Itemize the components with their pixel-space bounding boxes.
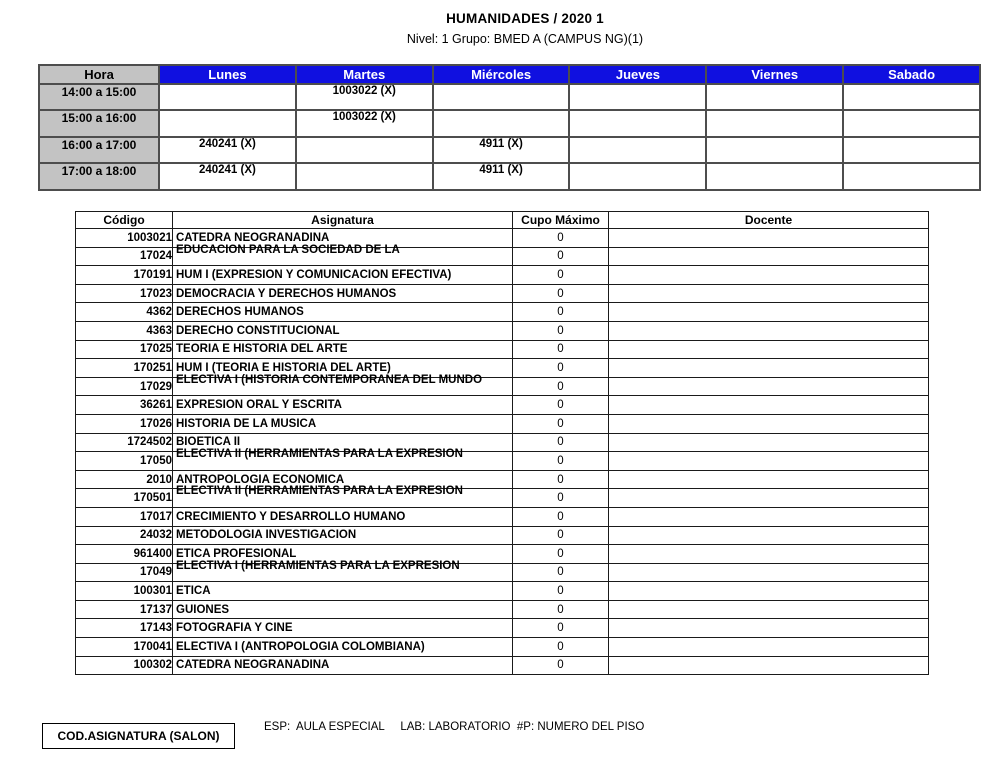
course-asignatura-text: HISTORIA DE LA MÚSICA	[176, 417, 317, 430]
course-codigo: 17025	[76, 340, 173, 359]
course-asignatura	[173, 373, 513, 396]
legend-text: ESP: AULA ESPECIAL LAB: LABORATORIO #P: NUMERO DEL PISO	[264, 721, 645, 733]
table-row	[76, 414, 929, 433]
course-docente	[609, 656, 929, 675]
course-asignatura-text: BIOETICA II	[176, 436, 241, 449]
course-asignatura	[173, 340, 513, 359]
schedule-class-cell	[159, 84, 296, 110]
course-asignatura-text: HUM I (TEORÍA E HISTORIA DEL ARTE)	[176, 361, 391, 374]
courses-header-2: Cupo Máximo	[513, 212, 609, 229]
course-asignatura-text: CATEDRA NEOGRANADINA	[176, 659, 330, 672]
course-cupo-maximo: 0	[513, 452, 609, 471]
course-cupo-maximo: 0	[513, 545, 609, 564]
course-docente	[609, 396, 929, 415]
course-codigo: 4362	[76, 303, 173, 322]
course-cupo-maximo: 0	[513, 507, 609, 526]
course-cupo-maximo: 0	[513, 266, 609, 285]
course-docente	[609, 619, 929, 638]
table-row	[76, 582, 929, 601]
course-codigo: 17049	[76, 563, 173, 582]
course-asignatura	[173, 321, 513, 340]
schedule-header-day: Martes	[296, 65, 433, 84]
course-cupo-maximo: 0	[513, 489, 609, 508]
course-asignatura	[173, 414, 513, 433]
course-docente	[609, 321, 929, 340]
course-asignatura-text: CATEDRA NEOGRANADINA	[176, 231, 330, 244]
course-asignatura	[173, 507, 513, 526]
course-asignatura-text: ELECTIVA I (HISTORIA CONTEMPORÁNEA DEL MUNDO	[176, 373, 483, 386]
course-asignatura-text: EDUCACIÓN PARA LA SOCIEDAD DE LA	[176, 243, 400, 256]
course-cupo-maximo: 0	[513, 414, 609, 433]
course-docente	[609, 284, 929, 303]
course-cupo-maximo: 0	[513, 526, 609, 545]
course-cupo-maximo: 0	[513, 433, 609, 452]
course-docente	[609, 414, 929, 433]
course-codigo: 170191	[76, 266, 173, 285]
course-asignatura	[173, 485, 513, 508]
course-asignatura-text: METODOLOGIA INVESTIGACION	[176, 529, 357, 542]
course-codigo: 170501	[76, 489, 173, 508]
schedule-class-cell: 1003022 (X)	[296, 84, 433, 110]
schedule-class-cell	[706, 137, 843, 163]
course-asignatura	[173, 243, 513, 266]
schedule-header-day: Sabado	[843, 65, 980, 84]
schedule-class-cell	[843, 137, 980, 163]
course-asignatura-text: DERECHO CONSTITUCIONAL	[176, 324, 340, 337]
schedule-class-cell: 240241 (X)	[159, 137, 296, 163]
schedule-class-cell	[843, 84, 980, 110]
schedule-row	[39, 110, 980, 136]
course-asignatura-text: ETICA PROFESIONAL	[176, 547, 297, 560]
course-cupo-maximo: 0	[513, 247, 609, 266]
course-asignatura	[173, 284, 513, 303]
page-subtitle: Nivel: 1 Grupo: BMED A (CAMPUS NG)(1)	[406, 32, 644, 46]
table-row	[76, 526, 929, 545]
schedule-header-day: Jueves	[569, 65, 706, 84]
schedule-row	[39, 84, 980, 110]
course-asignatura	[173, 266, 513, 285]
page-title: HUMANIDADES / 2020 1	[446, 11, 604, 26]
course-asignatura-text: DERECHOS HUMANOS	[176, 306, 304, 319]
courses-table	[75, 211, 929, 675]
course-asignatura	[173, 526, 513, 545]
course-cupo-maximo: 0	[513, 377, 609, 396]
course-docente	[609, 433, 929, 452]
course-codigo: 17017	[76, 507, 173, 526]
schedule-class-cell	[159, 110, 296, 136]
course-cupo-maximo: 0	[513, 284, 609, 303]
schedule-class-cell	[843, 110, 980, 136]
course-asignatura	[173, 656, 513, 675]
courses-header-0: Código	[76, 212, 173, 229]
course-docente	[609, 470, 929, 489]
course-codigo: 1003021	[76, 229, 173, 248]
table-row	[76, 638, 929, 657]
course-codigo: 17029	[76, 377, 173, 396]
course-cupo-maximo: 0	[513, 303, 609, 322]
course-asignatura-text: ETICA	[176, 585, 211, 598]
course-asignatura-text: ELECTIVA II (HERRAMIENTAS PARA LA EXPRESIÓN	[176, 448, 463, 461]
table-row	[76, 247, 929, 266]
course-cupo-maximo: 0	[513, 563, 609, 582]
course-codigo: 100301	[76, 582, 173, 601]
course-asignatura	[173, 303, 513, 322]
course-cupo-maximo: 0	[513, 359, 609, 378]
course-cupo-maximo: 0	[513, 229, 609, 248]
course-cupo-maximo: 0	[513, 638, 609, 657]
course-cupo-maximo: 0	[513, 321, 609, 340]
schedule-class-cell	[706, 110, 843, 136]
schedule-header-day: Lunes	[159, 65, 296, 84]
course-asignatura	[173, 582, 513, 601]
course-asignatura	[173, 396, 513, 415]
schedule-class-cell	[706, 163, 843, 189]
course-docente	[609, 229, 929, 248]
schedule-class-cell	[296, 137, 433, 163]
table-row	[76, 452, 929, 471]
course-codigo: 170041	[76, 638, 173, 657]
courses-header-row	[76, 212, 929, 229]
course-asignatura-text: DEMOCRACIA Y DERECHOS HUMANOS	[176, 287, 397, 300]
table-row	[76, 266, 929, 285]
course-docente	[609, 600, 929, 619]
course-cupo-maximo: 0	[513, 396, 609, 415]
course-docente	[609, 247, 929, 266]
course-docente	[609, 359, 929, 378]
course-asignatura	[173, 600, 513, 619]
course-cupo-maximo: 0	[513, 470, 609, 489]
course-docente	[609, 526, 929, 545]
course-codigo: 17143	[76, 619, 173, 638]
course-docente	[609, 507, 929, 526]
course-asignatura-text: ELECTIVA I (HERRAMIENTAS PARA LA EXPRESIÓN	[176, 559, 460, 572]
course-codigo: 17023	[76, 284, 173, 303]
course-docente	[609, 452, 929, 471]
course-asignatura-text: ANTROPOLOGIA ECONOMICA	[176, 473, 345, 486]
course-codigo: 17024	[76, 247, 173, 266]
schedule-class-cell	[569, 137, 706, 163]
course-codigo: 36261	[76, 396, 173, 415]
cod-asignatura-label: COD.ASIGNATURA (SALON)	[42, 723, 235, 749]
course-codigo: 17050	[76, 452, 173, 471]
course-asignatura	[173, 638, 513, 657]
course-docente	[609, 489, 929, 508]
schedule-class-cell	[296, 163, 433, 189]
course-asignatura-text: TEORÍA E HISTORIA DEL ARTE	[176, 343, 348, 356]
schedule-class-cell: 240241 (X)	[159, 163, 296, 189]
schedule-class-cell: 4911 (X)	[433, 163, 570, 189]
course-codigo: 17137	[76, 600, 173, 619]
table-row	[76, 284, 929, 303]
schedule-class-cell	[433, 84, 570, 110]
table-row	[76, 619, 929, 638]
schedule-header-day: Viernes	[706, 65, 843, 84]
course-docente	[609, 638, 929, 657]
courses-header-1: Asignatura	[173, 212, 513, 229]
schedule-row	[39, 163, 980, 189]
schedule-class-cell: 4911 (X)	[433, 137, 570, 163]
schedule-class-cell	[569, 110, 706, 136]
course-codigo: 961400	[76, 545, 173, 564]
course-cupo-maximo: 0	[513, 582, 609, 601]
course-codigo: 4363	[76, 321, 173, 340]
courses-header-3: Docente	[609, 212, 929, 229]
table-row	[76, 340, 929, 359]
course-asignatura-text: CRECIMIENTO Y DESARROLLO HUMANO	[176, 510, 406, 523]
schedule-class-cell	[569, 163, 706, 189]
course-cupo-maximo: 0	[513, 619, 609, 638]
course-cupo-maximo: 0	[513, 656, 609, 675]
course-cupo-maximo: 0	[513, 600, 609, 619]
table-row	[76, 563, 929, 582]
schedule-class-cell	[433, 110, 570, 136]
course-asignatura-text: ELECTIVA I (ANTROPOLOGÍA COLOMBIANA)	[176, 640, 425, 653]
schedule-class-cell	[569, 84, 706, 110]
course-asignatura-text: GUIONES	[176, 603, 230, 616]
schedule-class-cell	[843, 163, 980, 189]
course-codigo: 170251	[76, 359, 173, 378]
course-docente	[609, 563, 929, 582]
schedule-header-day: Miércoles	[433, 65, 570, 84]
course-docente	[609, 266, 929, 285]
course-asignatura	[173, 559, 513, 582]
course-codigo: 1724502	[76, 433, 173, 452]
course-asignatura-text: ELECTIVA II (HERRAMIENTAS PARA LA EXPRESIÓN	[176, 485, 463, 498]
table-row	[76, 600, 929, 619]
table-row	[76, 656, 929, 675]
schedule-header-hora: Hora	[39, 65, 159, 84]
schedule-hora-cell: 16:00 a 17:00	[39, 137, 159, 163]
table-row	[76, 489, 929, 508]
course-docente	[609, 340, 929, 359]
course-asignatura	[173, 619, 513, 638]
table-row	[76, 321, 929, 340]
course-codigo: 17026	[76, 414, 173, 433]
schedule-row	[39, 137, 980, 163]
course-asignatura-text: FOTOGRAFIA Y CINE	[176, 622, 293, 635]
table-row	[76, 303, 929, 322]
schedule-header-row	[39, 65, 980, 84]
table-row	[76, 396, 929, 415]
schedule-class-cell: 1003022 (X)	[296, 110, 433, 136]
schedule-table	[38, 64, 981, 191]
course-codigo: 2010	[76, 470, 173, 489]
schedule-class-cell	[706, 84, 843, 110]
course-codigo: 24032	[76, 526, 173, 545]
page-heading	[0, 11, 1000, 46]
course-cupo-maximo: 0	[513, 340, 609, 359]
course-asignatura	[173, 448, 513, 471]
course-docente	[609, 545, 929, 564]
schedule-hora-cell: 15:00 a 16:00	[39, 110, 159, 136]
table-row	[76, 377, 929, 396]
table-row	[76, 507, 929, 526]
course-asignatura-text: EXPRESION ORAL Y ESCRITA	[176, 399, 342, 412]
course-docente	[609, 377, 929, 396]
course-asignatura-text: HUM I (EXPRESIÓN Y COMUNICACIÓN EFECTIVA)	[176, 268, 452, 281]
course-docente	[609, 303, 929, 322]
schedule-hora-cell: 14:00 a 15:00	[39, 84, 159, 110]
course-docente	[609, 582, 929, 601]
schedule-hora-cell: 17:00 a 18:00	[39, 163, 159, 189]
course-codigo: 100302	[76, 656, 173, 675]
